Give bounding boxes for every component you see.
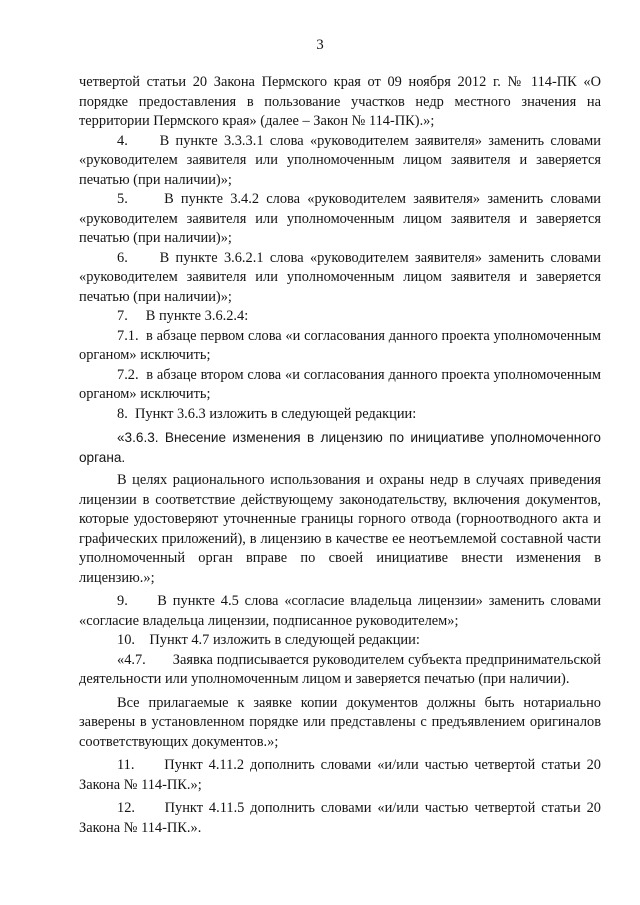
paragraph-item-6: 6. В пункте 3.6.2.1 слова «руководителем заявителя» заменить словами «руководителем заявителя или уполномоченным лицом заявителя и заверяется печатью (при наличии)»; xyxy=(79,249,601,305)
page-number: 3 xyxy=(316,37,324,53)
paragraph-item-10: 10. Пункт 4.7 изложить в следующей редакции: xyxy=(117,632,420,648)
paragraph-quote-3-6-3: «3.6.3. Внесение изменения в лицензию по инициативе уполномоченного органа. xyxy=(79,430,601,465)
paragraph-item-7-1: 7.1. в абзаце первом слова «и согласования данного проекта уполномоченным органом» исключить; xyxy=(79,327,601,363)
paragraph-quote-4-7-body: Все прилагаемые к заявке копии документов должны быть нотариально заверены в установленном порядке или представлены с предъявлением оригиналов соответствующих документов.»; xyxy=(79,694,601,750)
paragraph-item-8: 8. Пункт 3.6.3 изложить в следующей редакции: xyxy=(117,405,417,422)
document-body xyxy=(79,73,601,838)
paragraph-item-9: 9. В пункте 4.5 слова «согласие владельца лицензии» заменить словами «согласие владельца лицензии, подписанное руководителем»; xyxy=(79,593,601,629)
paragraph-item-4: 4. В пункте 3.3.3.1 слова «руководителем заявителя» заменить словами «руководителем заявителя или уполномоченным лицом заявителя и заверяется печатью (при наличии)»; xyxy=(79,132,601,188)
paragraph-quote-3-6-3-body: В целях рационального использования и охраны недр в случаях приведения лицензии в соответствие действующему законодательству, включения документов, которые удостоверяют уточненные границы горного отвода (горноотводного акта и графических приложений), в лицензию в качестве ее неотъемлемой составной части уполномоченный орган вправе по своей инициативе внести изменения в лицензию.»; xyxy=(79,472,601,586)
paragraph-continuation: четвертой статьи 20 Закона Пермского края от 09 ноября 2012 г. № 114-ПК «О порядке предоставления в пользование участков недр местного значения на территории Пермского края» (далее – Закон № 114-ПК).»; xyxy=(79,74,601,129)
paragraph-item-5: 5. В пункте 3.4.2 слова «руководителем заявителя» заменить словами «руководителем заявителя или уполномоченным лицом заявителя и заверяется печатью (при наличии)»; xyxy=(79,191,601,246)
paragraph-item-12: 12. Пункт 4.11.5 дополнить словами «и/или частью четвертой статьи 20 Закона № 114-ПК.». xyxy=(79,800,601,836)
paragraph-item-7-2: 7.2. в абзаце втором слова «и согласования данного проекта уполномоченным органом» исключить; xyxy=(79,366,601,402)
paragraph-quote-4-7: «4.7. Заявка подписывается руководителем субъекта предпринимательской деятельности или уполномоченным лицом и заверяется печатью (при наличии). xyxy=(79,651,601,687)
paragraph-item-11: 11. Пункт 4.11.2 дополнить словами «и/или частью четвертой статьи 20 Закона № 114-ПК.»; xyxy=(79,757,601,793)
paragraph-item-7: 7. В пункте 3.6.2.4: xyxy=(117,308,249,324)
